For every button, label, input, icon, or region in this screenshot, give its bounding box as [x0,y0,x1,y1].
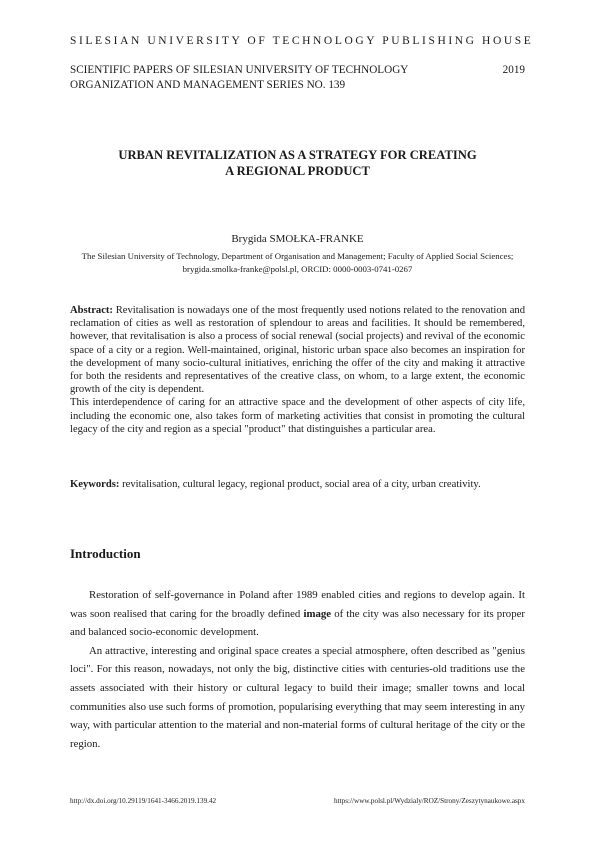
series-title: SCIENTIFIC PAPERS OF SILESIAN UNIVERSITY OF TECHNOLOGY [70,64,409,76]
body-paragraph [70,586,525,642]
page-footer [70,797,525,805]
keywords [70,478,525,491]
publisher-header: SILESIAN UNIVERSITY OF TECHNOLOGY PUBLISHING HOUSE [70,35,534,47]
doi-link[interactable]: http://dx.doi.org/10.29119/1641-3466.2019.139.42 [70,797,217,805]
abstract-paragraph: This interdependence of caring for an attractive space and the development of other aspects of city life, including the economic one, also takes form of marketing activities that consist in promoting the cultural legacy of the city and region as a special "product" that distinguishes a particular area. [70,397,525,435]
emphasis-image: image [303,607,332,620]
section-heading: Introduction [70,546,141,561]
keywords-text: revitalisation, cultural legacy, regional product, social area of a city, urban creativity. [122,479,481,490]
title-line: URBAN REVITALIZATION AS A STRATEGY FOR CREATING [118,148,477,162]
article-title [70,148,525,179]
series-year: 2019 [502,64,525,76]
body-paragraph: An attractive, interesting and original space creates a special atmosphere, often described as "genius loci". For this reason, nowadays, not only the big, distinctive cities with centuries-old traditions use the assets associated with their history or cultural legacy to build their image; smaller towns and local communities also use such forms of promotion, popularising everything that may seem interesting in any way, with particular attention to the material and non-material forms of cultural heritage of the city or the region. [70,644,525,750]
abstract-paragraph [70,304,525,396]
keywords-label: Keywords: [70,479,120,490]
abstract-label: Abstract: [70,305,113,316]
journal-url-link[interactable]: https://www.polsl.pl/Wydzialy/ROZ/Strony/Zeszytynaukowe.aspx [334,797,525,805]
author-affiliation: The Silesian University of Technology, Department of Organisation and Management; Faculty of Applied Social Sciences; brygida.smolka-franke@polsl.pl, ORCID: 0000-0003-0741-0267 [81,251,514,274]
abstract [70,304,525,436]
series-header [70,63,525,93]
abstract-text: Revitalisation is nowadays one of the most frequently used notions related to the renovation and reclamation of cities as well as restoration of splendour to areas and facilities. It should be remembered, however, that revitalisation is also a process of social renewal (social projects) and revival of the economic space of a city or a region. Well-maintained, original, historic urban space also becomes an inspiration for the development of many socio-cultural initiatives, enriching the offer of the city and making it attractive for both the residents and representatives of the creative class, on whom, to a large extent, the economic growth of the city is dependent. [70,305,525,396]
author-name: Brygida SMOŁKA-FRANKE [231,233,364,245]
body-text: of the city was also necessary for its proper and balanced socio-economic development. [70,607,525,639]
body-text: Restoration of self-governance in Poland after 1989 enabled cities and regions to develop again. It was soon realised that caring for the broadly defined [70,589,525,620]
introduction-body [70,586,525,753]
series-number: ORGANIZATION AND MANAGEMENT SERIES NO. 139 [70,79,346,91]
title-line: A REGIONAL PRODUCT [225,163,370,178]
